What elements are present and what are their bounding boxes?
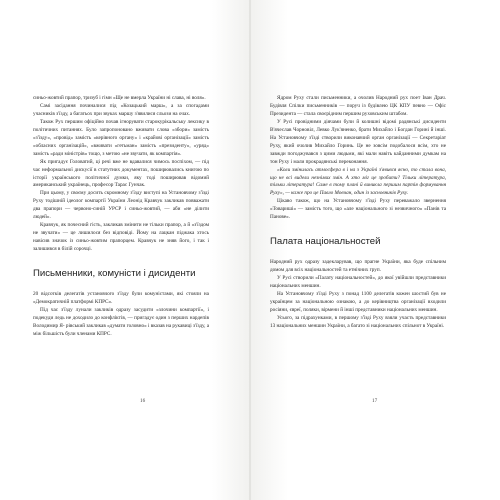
section-heading: Письменники, комуністи і дисиденти xyxy=(33,268,196,280)
left-page-content xyxy=(33,95,209,339)
section-heading: Палата національностей xyxy=(270,236,381,248)
right-paragraph: Усього, за підрахунками, в першому з'їзді Руху взяли участь представники 13 національних меншин України, а багато зі національних спільнот в Україні. xyxy=(270,314,446,329)
right-paragraph: У Русі провідними діячами були й колишні відомі радянські дисиденти В'ячеслав Чорновіл, Левко Лук'яненко, брати Михайло і Богдан Горині й інші. На Установчому з'їзді створили виконавчий орган організації — Секретаріат Руху, який очолив Михайло Горинь. Це не зовсім подобалося всім, хто не завжди погоджувався з цими людьми, які мали навіть кайданними думкам на тон Руху і мали прокрадянські переконання. xyxy=(270,118,446,165)
page-number-left: 16 xyxy=(140,398,146,404)
right-paragraph: Цікаво також, що на Установчому з'їзді Руху переважало звернення «Товариші» — замість того, що «але національного зі незвичного» «Панів та Панове». xyxy=(270,198,446,221)
right-paragraph: На Установчому з'їзді Руху з понад 1100 делегатів кожен шостий був не українцем за національною ознакою, а до керівництва організації входили росіяни, євреї, поляки, вірмени й інші представники національних меншин. xyxy=(270,291,446,313)
left-paragraph: Також Рух першим офіційно почав ігнорувати старокурікальську лексику в політичних питаннях. Було запропоновано вживати слова «збори» замість «з'їзду», «провід» замість «керівного органу» і «крайові організації» замість «обласних організацій», «вживати «гетьман» замість «президенту», «уряд» замість «ради міністрів» тощо, з метою «не звучати, як компартія». xyxy=(33,118,209,157)
left-paragraph: При цьому, у своєму досить скромному з'їзду виступі на Установчому з'їзді Руху тодішній ідеолог компартії України Леонід Кравчук закликав повважати два прапори — червоно-синій УРСР і синьо-жовтий, — аби «не ділити людей». xyxy=(33,190,209,221)
left-paragraph: Під час з'їзду лунали закликів одразу засудити «злочини компартії», і подекуди ледь не доходило до конфліктів, — пригадує один з перших нардепів Володимир Я- рівський закликав «думати головно» і вказав на рукавиці з'їзду, а між більшість були членами КПРС. xyxy=(33,306,210,337)
right-quote-paragraph: «Коли змінилась атмосфера в і на з Україні з'явився ясно, то стала вона, що не всі видели незнімих змін. А хто міг це зробити? Тільки література, тільки література! Саме в тому плані й виникла першим партія формування Руху», — каже про це Павло Мовчан, один із засновників Руху. xyxy=(270,166,446,197)
left-paragraph: Кравчук, як почесний гість, закликав змінити не тільки прапор, а й «з'їздом не звучати» — це лишилося без відповіді. Йому на лацкан піджака хтось навісив значок із синьо-жовтим прапорцем. Кравчук не зняв його, і так і залишився в білій сорочці. xyxy=(33,222,209,253)
left-paragraph: синьо-жовтий прапор, тризуб і гімн «Ще не вмерла України ні слава, ні воля». xyxy=(33,95,206,101)
right-paragraph: Ядром Руху стали письменники, а очолив Народний рух поет Іван Драч. Будівля Спілки письменників — поруч із будівлею ЦК КПУ певно — Офіс Президента — стала своєрідним першим руховським штабом. xyxy=(270,95,446,117)
left-paragraph: 20 відсотків делегатів установчого з'їзду були комуністами, які стояли на «Демократичній платформі КПРС». xyxy=(33,291,209,306)
page-number-right: 17 xyxy=(372,398,378,404)
right-page-content xyxy=(270,95,446,331)
left-page xyxy=(0,0,249,500)
left-paragraph: Самі засідання починалися під «Козацький марш», а за спогадами учасників з'їзду, а багатьох при звуках маршу з'явилися сльози на очах. xyxy=(33,102,209,117)
right-paragraph: Народний рух одразу задекларував, що прагне України, яка буде спільним домом для всіх національностей та етнічних груп. xyxy=(270,259,446,274)
left-paragraph: Як пригадує Головатий, ці речі вже не вдавалися чимось поспіхом, — під час неформальної дискусії в статутних документах, поширювались книгою по історії українського політичної думки, яку тоді поширював відомий американський українець, професор Тарас Гунчак. xyxy=(33,158,209,189)
right-paragraph: У Русі створили «Палату національностей», до якої увійшли представники національних меншин. xyxy=(270,275,446,290)
